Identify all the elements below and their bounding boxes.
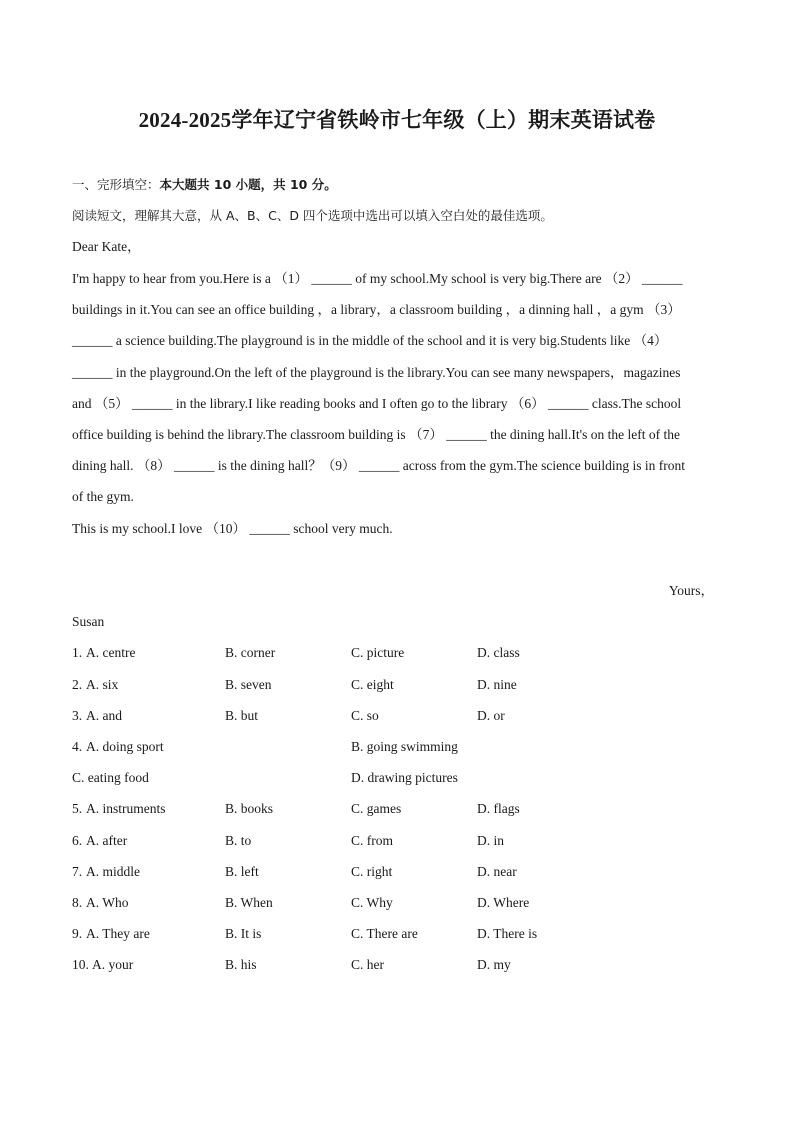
letter-line: of the gym. [72, 489, 134, 504]
option-b[interactable]: B. left [225, 864, 259, 879]
option-c[interactable]: C. There are [351, 926, 418, 941]
option-c[interactable]: C. eating food [72, 770, 149, 785]
letter-line: office building is behind the library.The classroom building is （7） ______ the dining hall.It's on the left of the [72, 427, 680, 442]
option-b[interactable]: B. to [225, 833, 252, 848]
question-number: 6. [72, 833, 83, 848]
page-title: 2024-2025学年辽宁省铁岭市七年级（上）期末英语试卷 [138, 108, 656, 132]
option-a[interactable]: A. Who [86, 895, 129, 910]
letter-line: ______ a science building.The playground is in the middle of the school and it is very big.Students like （4） [72, 333, 668, 348]
option-a[interactable]: A. your [92, 957, 134, 972]
question-number: 9. [72, 926, 83, 941]
option-d[interactable]: D. or [477, 708, 505, 723]
option-a[interactable]: A. six [86, 677, 119, 692]
option-c[interactable]: C. right [351, 864, 393, 879]
option-a[interactable]: A. middle [86, 864, 140, 879]
option-b[interactable]: B. going swimming [351, 739, 458, 754]
option-c[interactable]: C. games [351, 801, 402, 816]
option-d[interactable]: D. my [477, 957, 511, 972]
letter-line: and （5） ______ in the library.I like reading books and I often go to the library （6） ______ class.The school [72, 396, 682, 411]
option-b[interactable]: B. but [225, 708, 259, 723]
option-d[interactable]: D. in [477, 833, 504, 848]
option-c[interactable]: C. from [351, 833, 393, 848]
question-number: 2. [72, 677, 83, 692]
option-b[interactable]: B. seven [225, 677, 272, 692]
question-number: 8. [72, 895, 83, 910]
question-number: 4. [72, 739, 83, 754]
question-number: 3. [72, 708, 83, 723]
option-d[interactable]: D. near [477, 864, 517, 879]
option-d[interactable]: D. flags [477, 801, 520, 816]
instruction-text: 阅读短文，理解其大意，从 A、B、C、D 四个选项中选出可以填入空白处的最佳选项。 [72, 208, 553, 223]
option-d[interactable]: D. class [477, 645, 520, 660]
option-a[interactable]: A. They are [86, 926, 150, 941]
option-a[interactable]: A. and [86, 708, 122, 723]
option-d[interactable]: D. nine [477, 677, 517, 692]
letter-signature: Susan [72, 614, 105, 629]
option-d[interactable]: D. There is [477, 926, 538, 941]
letter-line: I'm happy to hear from you.Here is a （1） ______ of my school.My school is very big.There are （2） ______ [72, 271, 683, 286]
option-d[interactable]: D. drawing pictures [351, 770, 458, 785]
option-c[interactable]: C. her [351, 957, 384, 972]
option-b[interactable]: B. books [225, 801, 274, 816]
option-b[interactable]: B. When [225, 895, 273, 910]
option-a[interactable]: A. instruments [86, 801, 166, 816]
option-c[interactable]: C. so [351, 708, 379, 723]
option-a[interactable]: A. after [86, 833, 128, 848]
section-heading [72, 176, 720, 194]
letter-greeting: Dear Kate， [72, 239, 141, 254]
question-number: 1. [72, 645, 83, 660]
section-heading-bold: 本大题共 10 小题，共 10 分。 [159, 177, 337, 192]
option-b[interactable]: B. his [225, 957, 257, 972]
letter-line: buildings in it.You can see an office building ，a library，a classroom building ，a dinning hall ，a gym （3） [72, 302, 681, 317]
option-b[interactable]: B. It is [225, 926, 262, 941]
question-number: 10. [72, 957, 89, 972]
letter-line: dining hall. （8） ______ is the dining hall？（9） ______ across from the gym.The science building is in front [72, 458, 686, 473]
option-c[interactable]: C. picture [351, 645, 405, 660]
option-b[interactable]: B. corner [225, 645, 276, 660]
question-number: 5. [72, 801, 83, 816]
option-d[interactable]: D. Where [477, 895, 530, 910]
option-c[interactable]: C. Why [351, 895, 393, 910]
option-a[interactable]: A. centre [86, 645, 136, 660]
option-a[interactable]: A. doing sport [86, 739, 164, 754]
letter-line: ______ in the playground.On the left of the playground is the library.You can see many newspapers，magazines [72, 365, 681, 380]
option-c[interactable]: C. eight [351, 677, 394, 692]
question-number: 7. [72, 864, 83, 879]
letter-closing: Yours， [668, 583, 714, 598]
section-heading-prefix: 一、完形填空： [72, 177, 160, 192]
letter-line: This is my school.I love （10） ______ school very much. [72, 521, 393, 536]
